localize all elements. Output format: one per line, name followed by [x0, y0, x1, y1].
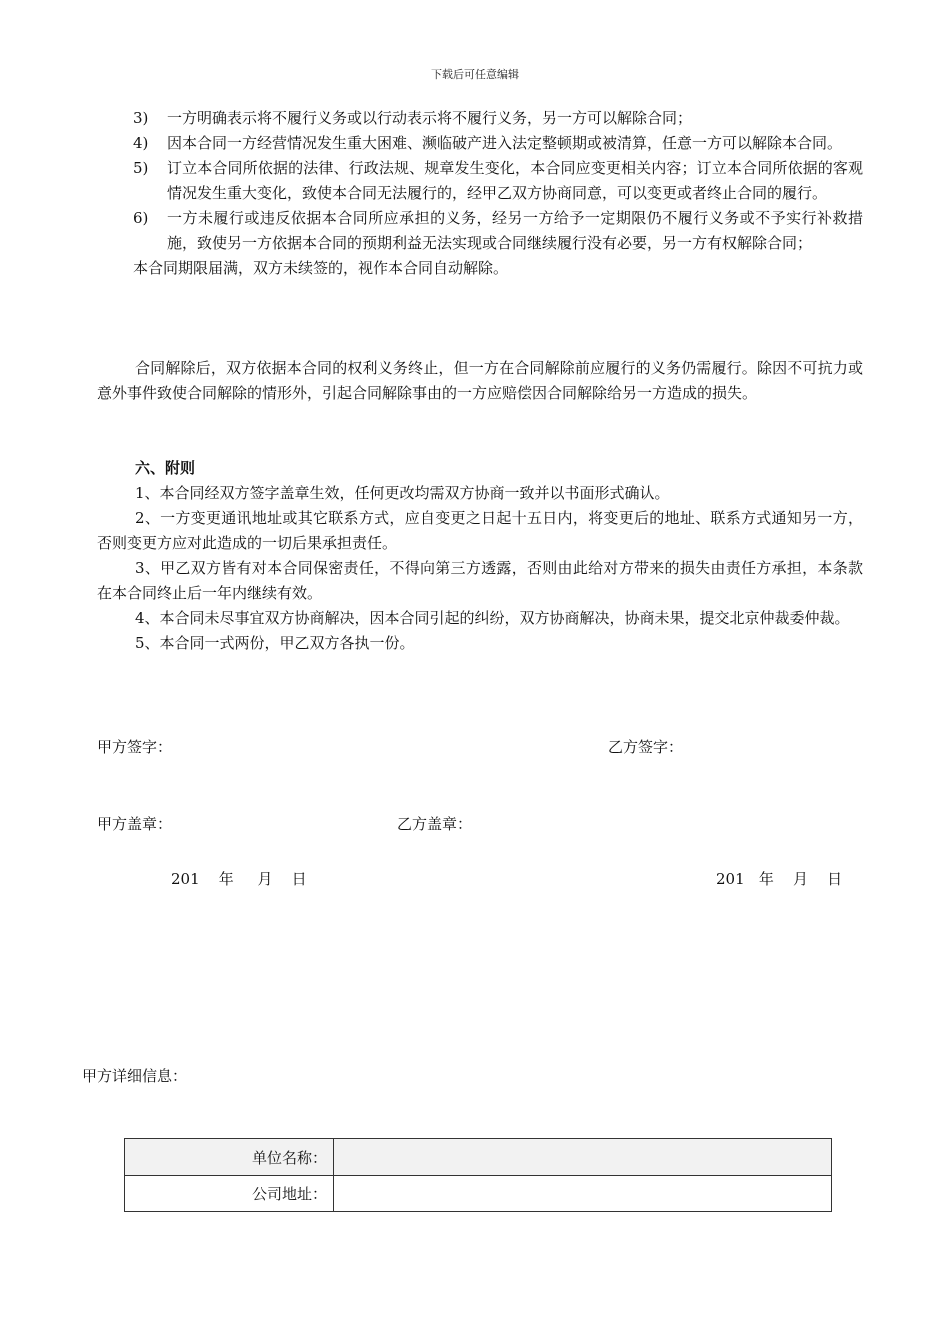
list-item-text: 因本合同一方经营情况发生重大困难、濒临破产进入法定整顿期或被清算，任意一方可以解除本合同。	[167, 134, 843, 152]
provision-paragraph: 3、甲乙双方皆有对本合同保密责任，不得向第三方透露，否则由此给对方带来的损失由责任方承担，本条款在本合同终止后一年内继续有效。	[97, 559, 863, 602]
list-item	[133, 106, 863, 131]
party-b-signature-label: 乙方签字：	[608, 738, 684, 756]
provision-paragraph: 2、一方变更通讯地址或其它联系方式，应自变更之日起十五日内，将变更后的地址、联系方式通知另一方，否则变更方应对此造成的一切后果承担责任。	[97, 509, 863, 552]
termination-effect-block	[97, 356, 863, 406]
list-item-number: 4)	[133, 134, 149, 152]
section-heading: 六、附则	[135, 459, 196, 477]
list-item-number: 5)	[133, 159, 149, 177]
list-item	[133, 206, 863, 256]
company-name-field[interactable]	[334, 1139, 832, 1176]
company-address-field[interactable]	[334, 1176, 832, 1212]
list-item	[133, 131, 863, 156]
list-item-text: 订立本合同所依据的法律、行政法规、规章发生变化，本合同应变更相关内容；订立本合同所依据的客观情况发生重大变化，致使本合同无法履行的，经甲乙双方协商同意，可以变更或者终止合同的履行。	[167, 159, 863, 202]
list-item-number: 3)	[133, 109, 149, 127]
party-a-seal-label: 甲方盖章：	[97, 815, 173, 833]
company-name-label: 单位名称：	[125, 1139, 334, 1176]
party-a-info-title: 甲方详细信息：	[82, 1067, 188, 1085]
provision-paragraph: 4、本合同未尽事宜双方协商解决，因本合同引起的纠纷，双方协商解决，协商未果，提交北京仲裁委仲裁。	[135, 609, 850, 627]
party-b-seal-label: 乙方盖章：	[397, 815, 473, 833]
page-header: 下载后可任意编辑	[431, 68, 519, 81]
party-a-signature-label: 甲方签字：	[97, 738, 173, 756]
expiry-text: 本合同期限届满，双方未续签的，视作本合同自动解除。	[133, 259, 509, 277]
party-a-date: 201 年 月 日	[171, 870, 307, 888]
provision-paragraph: 5、本合同一式两份，甲乙双方各执一份。	[135, 634, 415, 652]
list-item	[133, 156, 863, 206]
provision-paragraph: 1、本合同经双方签字盖章生效，任何更改均需双方协商一致并以书面形式确认。	[135, 484, 670, 502]
table-row	[125, 1139, 832, 1176]
party-a-info-table	[124, 1138, 832, 1212]
provisions-block	[97, 481, 863, 656]
party-b-date: 201 年 月 日	[716, 870, 843, 888]
list-item-text: 一方未履行或违反依据本合同所应承担的义务，经另一方给予一定期限仍不履行义务或不予实行补救措施，致使另一方依据本合同的预期利益无法实现或合同继续履行没有必要，另一方有权解除合同；	[167, 209, 863, 252]
company-address-label: 公司地址：	[125, 1176, 334, 1212]
termination-list	[133, 106, 863, 281]
list-item-text: 一方明确表示将不履行义务或以行动表示将不履行义务，另一方可以解除合同；	[167, 109, 693, 127]
termination-effect-paragraph: 合同解除后，双方依据本合同的权利义务终止，但一方在合同解除前应履行的义务仍需履行。除因不可抗力或意外事件致使合同解除的情形外，引起合同解除事由的一方应赔偿因合同解除给另一方造成的损失。	[97, 359, 863, 402]
table-row	[125, 1176, 832, 1212]
list-item-number: 6)	[133, 209, 149, 227]
